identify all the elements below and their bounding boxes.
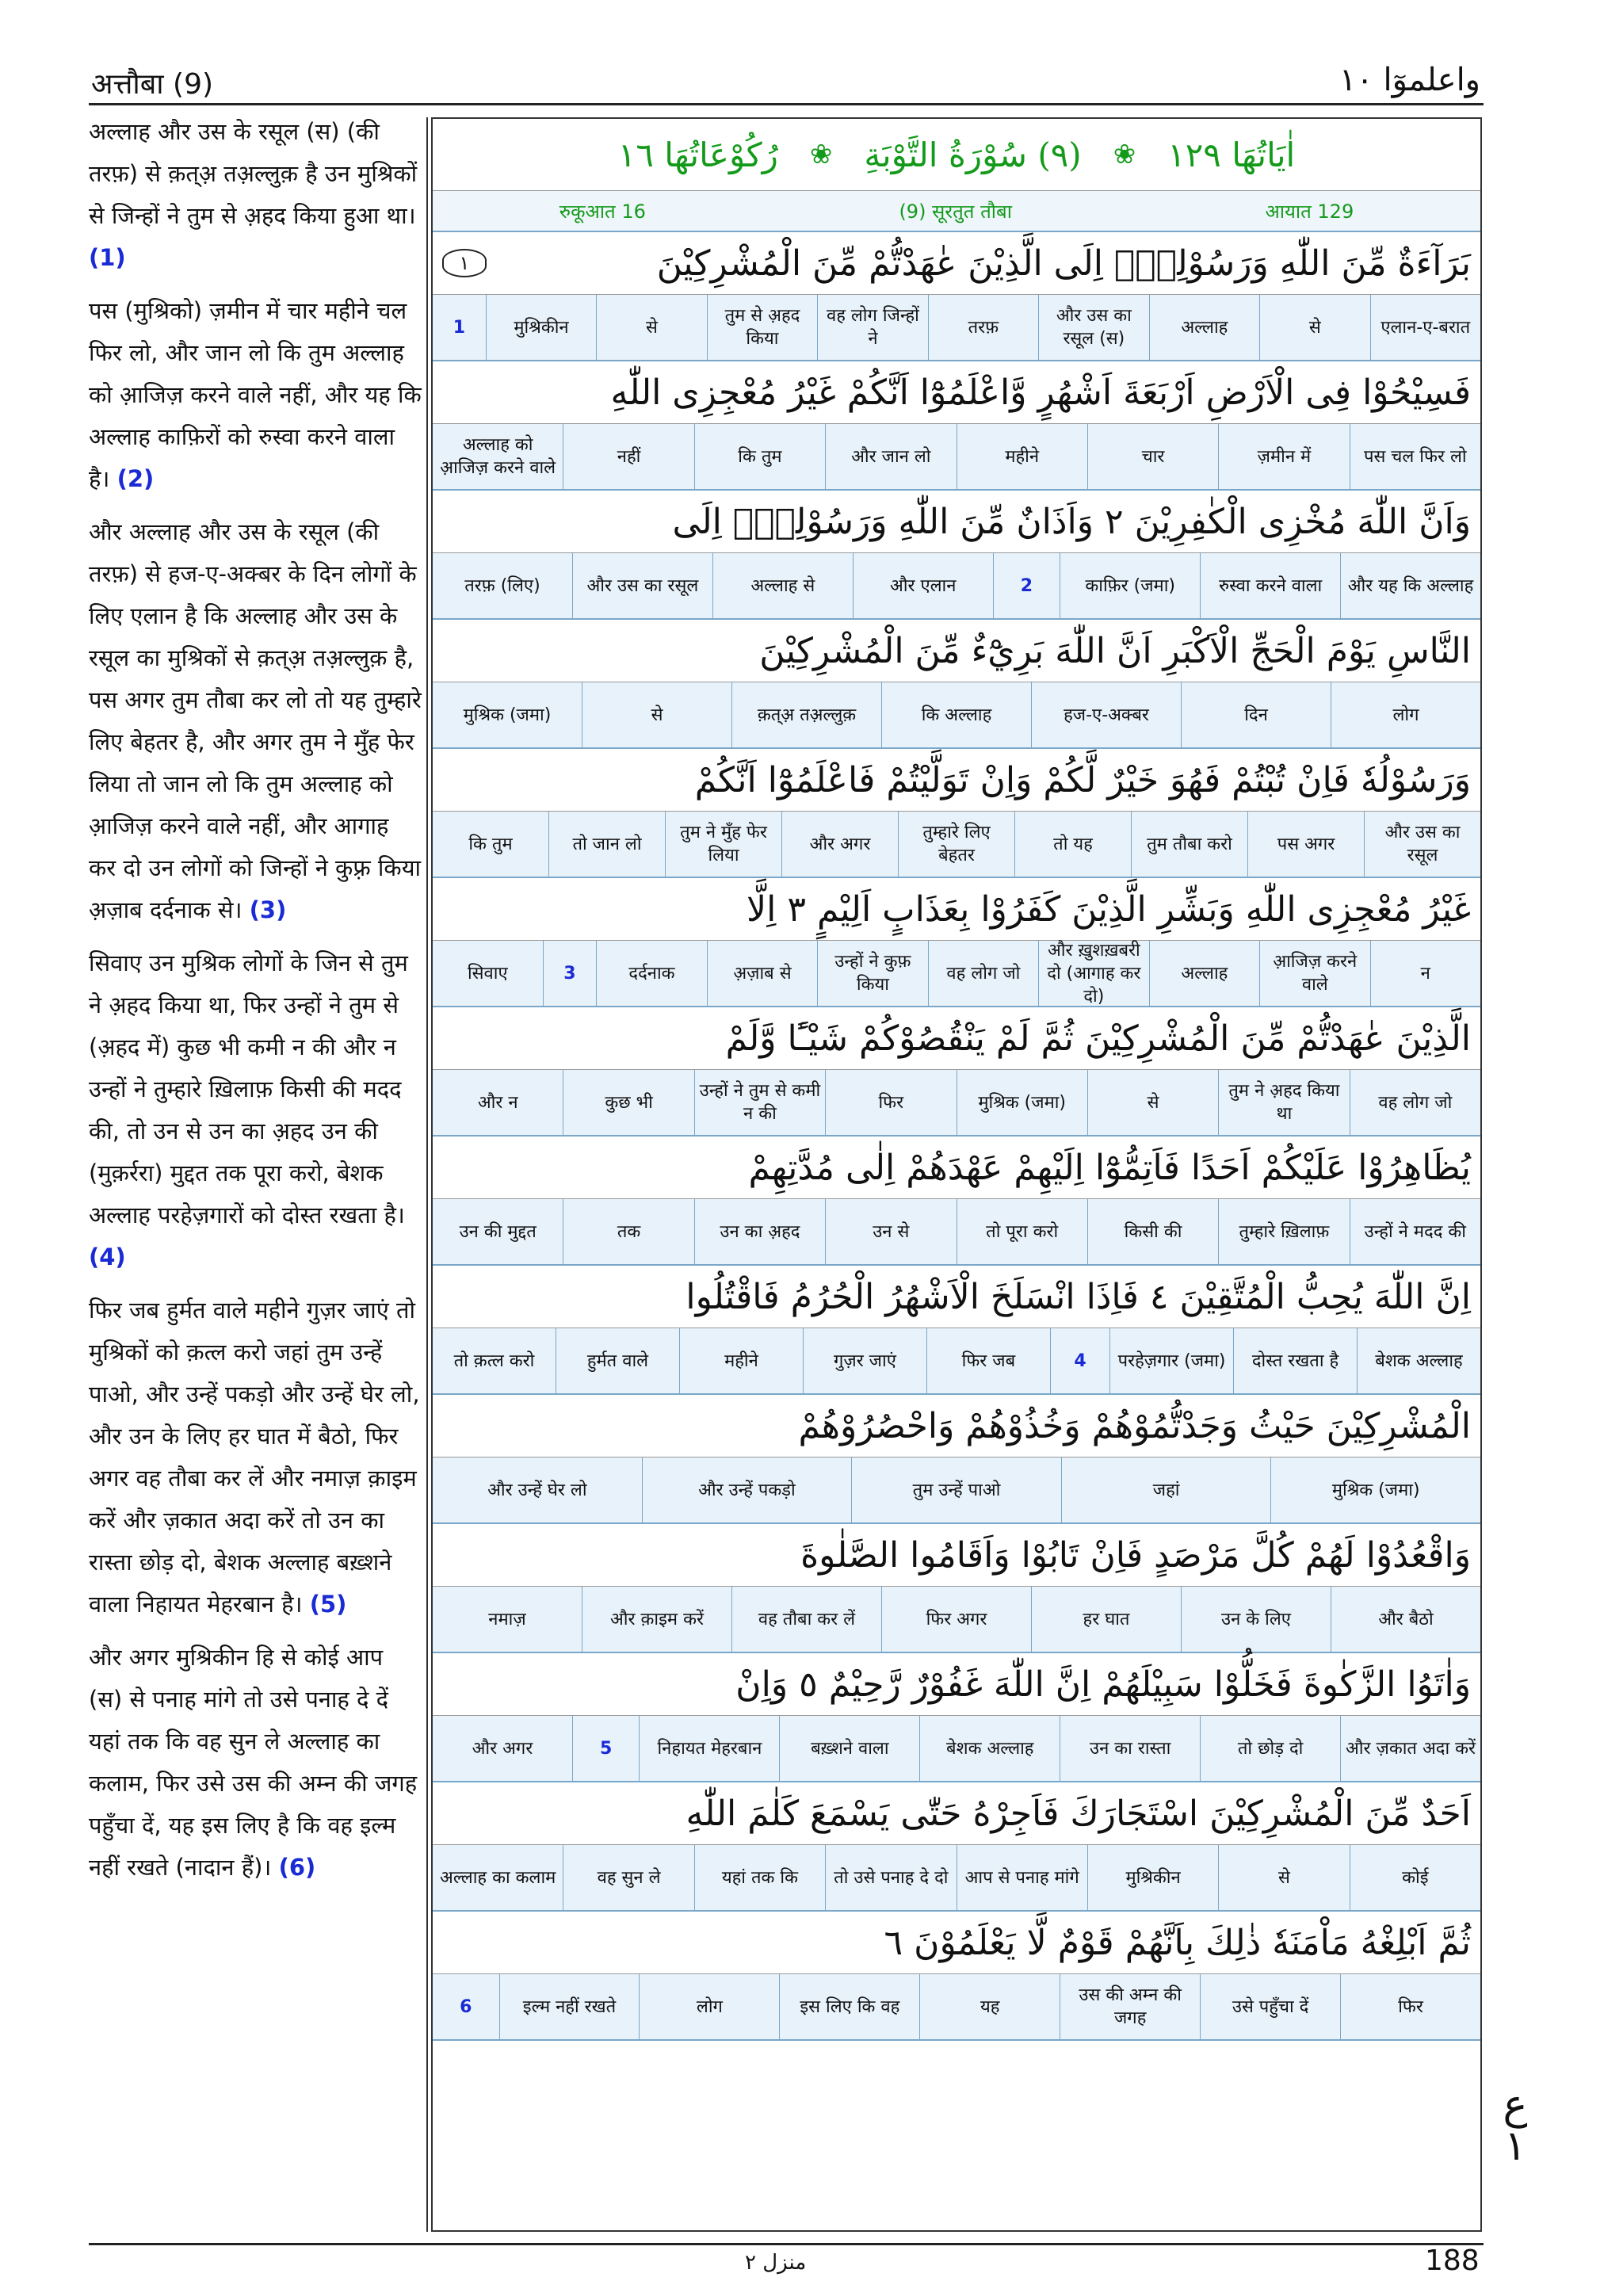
word-meaning-cell: नमाज़ [488,1609,526,1629]
word-meaning-cell: पस चल फिर लो [1350,424,1480,489]
word-meaning-cell: उन के लिए [1181,1587,1331,1652]
arabic-text: الْمُشْرِكِيْنَ حَيْثُ وَجَدْتُّمُوْهُمْ وَخُذُوْهُمْ وَاحْصُرُوْهُمْ [798,1405,1471,1446]
verse-number-cell: 5 [572,1716,640,1781]
word-meaning-cell: और ख़ुशख़बरी दो (आगाह कर दो) [1038,941,1148,1006]
word-meaning-cell: मुश्रिक (जमा) [463,705,552,725]
word-meaning-cell: तो क़त्ल करो [453,1350,535,1371]
arabic-text: ثُمَّ اَبْلِغْهُ مَاْمَنَهٗ ذٰلِكَ بِاَنَّهُمْ قَوْمٌ لَّا يَعْلَمُوْنَ ٦ [884,1922,1471,1963]
word-meaning-cell: महीने [957,424,1087,489]
word-meaning-cell: परहेज़गार (जमा) [1109,1328,1233,1393]
arabic-line [433,1137,1480,1199]
word-meaning-cell: न [1370,941,1480,1006]
word-meaning-cell: जहां [1061,1457,1271,1522]
flower-icon: ❀ [1113,139,1136,170]
verse-number-cell: 4 [1050,1328,1109,1393]
word-meaning-cell: उन का रास्ता [1060,1716,1200,1781]
word-meaning-cell: ज़मीन में [1218,424,1349,489]
word-meaning-cell: उस की अम्न की जगह [1060,1974,1200,2039]
word-meaning-cell: रुस्वा करने वाला [1200,553,1340,618]
word-meaning-cell: से [582,682,731,747]
word-meaning-cell: आप से पनाह मांगे [957,1845,1087,1910]
word-meaning-cell: और अगर [781,812,898,877]
bottom-rule [89,2243,1484,2245]
word-meaning-cell: मुश्रिकीन [486,295,596,360]
arabic-text: وَاٰتَوُا الزَّكٰوةَ فَخَلُّوْا سَبِيْلَهُمْ اِنَّ اللّٰهَ غَفُوْرٌ رَّحِيْمٌ ٥ وَاِنْ [735,1664,1471,1705]
translation-grid-row [433,295,1480,361]
top-rule [89,103,1484,105]
word-meaning-cell: और उन्हें घेर लो [487,1480,587,1500]
verse-number: (3) [249,896,287,923]
word-meaning-cell: अल्लाह [1149,295,1259,360]
arabic-line [433,232,1480,295]
word-meaning-cell: तो छोड़ दो [1200,1716,1340,1781]
word-meaning-cell: और उस का रसूल (स) [1038,295,1148,360]
word-meaning-cell: वह तौबा कर लें [731,1587,881,1652]
word-meaning-cell: और यह कि अल्लाह [1340,553,1480,618]
word-meaning-cell: और अगर [472,1738,533,1759]
word-meaning-cell: कोई [1350,1845,1480,1910]
word-meaning-cell: अल्लाह [1149,941,1259,1006]
arabic-text: اَحَدٌ مِّنَ الْمُشْرِكِيْنَ اسْتَجَارَكَ فَاَجِرْهُ حَتّٰى يَسْمَعَ كَلٰمَ اللّٰهِ [685,1793,1471,1834]
page-number: 188 [1425,2244,1480,2277]
word-meaning-cell: दर्दनाक [596,941,706,1006]
word-by-word-panel [431,117,1482,2232]
arabic-text: غَيْرُ مُعْجِزِى اللّٰهِ وَبَشِّرِ الَّذِيْنَ كَفَرُوْا بِعَذَابٍ اَلِيْمٍ ٣ اِلَّا [747,888,1471,930]
word-meaning-cell: काफ़िर (जमा) [1060,553,1200,618]
word-meaning-cell: फिर [1340,1974,1480,2039]
word-meaning-cell: कुछ भी [563,1070,693,1135]
ruku-mark: ع ١ [1503,2081,1528,2170]
flower-icon: ❀ [809,139,833,170]
page-header-right: واعلموٓا ١٠ [1338,62,1480,98]
translation-grid-row [433,1328,1480,1395]
word-meaning-cell: बेशक अल्लाह [919,1716,1060,1781]
surah-subtitle [433,191,1480,232]
word-meaning-cell: और एलान [853,553,993,618]
surah-name: (٩) سُوْرَةُ التَّوْبَةِ [864,135,1082,174]
translation-grid-row [433,812,1480,878]
word-meaning-cell: उन का अ़हद [694,1199,825,1264]
word-meaning-cell: तुम उन्हें पाओ [851,1457,1061,1522]
word-meaning-cell: और उस का रसूल [572,553,712,618]
word-meaning-cell: तक [563,1199,693,1264]
verse-number: (1) [89,244,126,271]
word-meaning-cell: से [596,295,706,360]
arabic-text: النَّاسِ يَوْمَ الْحَجِّ الْاَكْبَرِ اَنَّ اللّٰهَ بَرِيْٓءٌ مِّنَ الْمُشْرِكِيْنَ [759,630,1471,671]
word-meaning-cell: अल्लाह से [712,553,853,618]
verse-end-marker: ١ [442,249,487,277]
translation-grid-row [433,1845,1480,1912]
page-header-left: अत्तौबा (9) [91,68,214,101]
word-meaning-cell: हज-ए-अक्बर [1031,682,1181,747]
arabic-line [433,491,1480,553]
translation-grid-row [433,1974,1480,2041]
word-meaning-cell: लोग [1331,682,1480,747]
verse-number-cell: 2 [993,553,1060,618]
word-meaning-cell: यहां तक कि [694,1845,825,1910]
manzil-label: منزل ٢ [745,2251,807,2275]
arabic-line [433,1007,1480,1070]
word-meaning-cell: तरफ़ [928,295,1038,360]
word-meaning-cell: निहायत मेहरबान [639,1716,779,1781]
word-meaning-cell: तुम्हारे ख़िलाफ़ [1218,1199,1349,1264]
word-meaning-cell: उन्हों ने मदद की [1350,1199,1480,1264]
ayat-count: اٰيَاتُهَا ١٢٩ [1167,135,1296,174]
arabic-line [433,1782,1480,1845]
verse-rows [433,232,1480,2041]
word-meaning-cell: वह सुन ले [563,1845,693,1910]
arabic-line [433,1524,1480,1587]
arabic-text: اِنَّ اللّٰهَ يُحِبُّ الْمُتَّقِيْنَ ٤ فَاِذَا انْسَلَخَ الْاَشْهُرُ الْحُرُمُ فَاقْتُلُوا [685,1276,1471,1317]
translation-grid-row [433,941,1480,1007]
arabic-text: وَرَسُوْلُهٗ فَاِنْ تُبْتُمْ فَهُوَ خَيْرٌ لَّكُمْ وَاِنْ تَوَلَّيْتُمْ فَاعْلَمُوْٓا اَنَّكُمْ [694,759,1471,800]
arabic-line [433,1395,1480,1457]
translation-column [89,111,422,1900]
translation-grid-row [433,1587,1480,1653]
word-meaning-cell: क़त्अ़ तअ़ल्लुक़ [731,682,881,747]
arabic-line [433,620,1480,682]
word-meaning-cell: तो यह [1014,812,1131,877]
word-meaning-cell: तुम ने अ़हद किया था [1218,1070,1349,1135]
word-meaning-cell: और जान लो [825,424,956,489]
verse-number-cell: 1 [453,317,466,338]
word-meaning-cell: चार [1087,424,1218,489]
word-meaning-cell: से [1259,295,1369,360]
word-meaning-cell: कि तुम [468,834,513,854]
word-meaning-cell: यह [919,1974,1060,2039]
surah-title [433,119,1480,191]
word-meaning-cell: वह लोग जो [928,941,1038,1006]
word-meaning-cell: दिन [1181,682,1331,747]
arabic-text: فَسِيْحُوْا فِى الْاَرْضِ اَرْبَعَةَ اَشْهُرٍ وَّاعْلَمُوْٓا اَنَّكُمْ غَيْرُ مُعْجِزِى اللّٰهِ [610,372,1471,413]
translation-paragraph: सिवाए उन मुश्रिक लोगों के जिन से तुम ने अ़हद किया था, फिर उन्हों ने तुम से (अ़हद में) कुछ भी कमी न की और न उन्हों ने तुम्हारे ख़िलाफ़ किसी की मदद की, तो उन से उन का अ़हद उन की (मुक़र्ररा) मुद्दत तक पूरा करो, बेशक अल्लाह परहेज़गारों को दोस्त रखता है। (4) [89,949,408,1270]
word-meaning-cell: सिवाए [467,963,508,984]
word-meaning-cell: हर घात [1031,1587,1181,1652]
translation-paragraph: फिर जब हुर्मत वाले महीने गुज़र जाएं तो मुश्रिकों को क़त्ल करो जहां तुम उन्हें पाओ, और उन्हें पकड़ो और उन्हें घेर लो, और उन के लिए हर घात में बैठो, फिर अगर वह तौबा कर लें और नमाज़ क़ाइम करें और ज़कात अदा करें तो उन का रास्ता छोड़ दो, बेशक अल्लाह बख़्शने वाला निहायत मेहरबान है। (5) [89,1297,420,1618]
ruku-count: رُكُوْعَاتُهَا ١٦ [617,135,778,174]
translation-grid-row [433,553,1480,620]
translation-grid-row [433,1070,1480,1137]
translation-paragraph: और अल्लाह और उस के रसूल (की तरफ़) से हज-ए-अक्बर के दिन लोगों के लिए एलान है कि अल्लाह और उस के रसूल का मुश्रिकों से क़त्अ़ तअ़ल्लुक़ है, पस अगर तुम तौबा कर लो तो यह तुम्हारे लिए बेहतर है, और अगर तुम ने मुँह फेर लिया तो जान लो कि तुम अल्लाह को आ़जिज़ करने वाले नहीं, और आगाह कर दो उन लोगों को जिन्हों ने कुफ़्र किया अ़ज़ाब दर्दनाक से। (3) [89,518,422,923]
word-meaning-cell: उन से [825,1199,956,1264]
arabic-text: الَّذِيْنَ عٰهَدْتُّمْ مِّنَ الْمُشْرِكِيْنَ ثُمَّ لَمْ يَنْقُصُوْكُمْ شَيْـًٔا وَّلَمْ [725,1018,1471,1059]
verse-number: (5) [309,1591,347,1618]
word-meaning-cell: और न [477,1092,518,1113]
word-meaning-cell: और ज़कात अदा करें [1340,1716,1480,1781]
word-meaning-cell: फिर [825,1070,956,1135]
word-meaning-cell: और बैठो [1331,1587,1480,1652]
word-meaning-cell: मुश्रिकीन [1087,1845,1218,1910]
word-meaning-cell: बख़्शने वाला [779,1716,919,1781]
verse-number-cell: 3 [543,941,597,1006]
word-meaning-cell: तरफ़ (लिए) [464,575,540,596]
arabic-line [433,1912,1480,1974]
word-meaning-cell: कि तुम [694,424,825,489]
translation-paragraph: पस (मुश्रिको) ज़मीन में चार महीने चल फिर लो, और जान लो कि तुम अल्लाह को आ़जिज़ करने वाले नहीं, और यह कि अल्लाह काफ़िरों को रुस्वा करने वाला है। (2) [89,297,422,492]
translation-paragraph: अल्लाह और उस के रसूल (स) (की तरफ़) से क़त्अ़ तअ़ल्लुक़ है उन मुश्रिकों से जिन्हों ने तुम से अ़हद किया हुआ था। (1) [89,118,418,271]
arabic-line [433,1653,1480,1716]
word-meaning-cell: तो जान लो [548,812,665,877]
word-meaning-cell: फिर अगर [881,1587,1031,1652]
translation-paragraph: और अगर मुश्रिकीन हि से कोई आप (स) से पनाह मांगे तो उसे पनाह दे दें यहां तक कि वह सुन ले अल्लाह का कलाम, फिर उसे उस की अम्न की जगह पहुँचा दें, यह इस लिए है कि वह इल्म नहीं रखते (नादान हैं)। (6) [89,1644,418,1881]
translation-grid-row [433,1457,1480,1524]
arabic-line [433,749,1480,812]
word-meaning-cell: तुम्हारे लिए बेहतर [898,812,1014,877]
word-meaning-cell: गुज़र जाएं [803,1328,926,1393]
word-meaning-cell: उसे पहुँचा दें [1200,1974,1340,2039]
word-meaning-cell: फिर जब [926,1328,1050,1393]
arabic-line [433,878,1480,941]
word-meaning-cell: उन्हों ने कुफ़ किया [817,941,927,1006]
verse-number: (2) [116,465,155,492]
word-meaning-cell: तुम ने मुँह फेर लिया [665,812,781,877]
arabic-text: وَاَنَّ اللّٰهَ مُخْزِى الْكٰفِرِيْنَ ٢ وَاَذَانٌ مِّنَ اللّٰهِ وَرَسُوْلِهٖٓ اِلَى [672,501,1471,542]
word-meaning-cell: अ़ज़ाब से [707,941,817,1006]
word-meaning-cell: महीने [679,1328,803,1393]
verse-number: (4) [89,1244,126,1270]
word-meaning-cell: अल्लाह का कलाम [440,1867,556,1888]
arabic-text: يُظَاهِرُوْا عَلَيْكُمْ اَحَدًا فَاَتِمُّوْٓا اِلَيْهِمْ عَهْدَهُمْ اِلٰى مُدَّتِهِمْ [748,1147,1471,1188]
arabic-text: وَاقْعُدُوْا لَهُمْ كُلَّ مَرْصَدٍ فَاِنْ تَابُوْا وَاَقَامُوا الصَّلٰوةَ [800,1534,1471,1576]
arabic-text: بَرَآءَةٌ مِّنَ اللّٰهِ وَرَسُوْلِهٖٓ اِلَى الَّذِيْنَ عٰهَدْتُّمْ مِّنَ الْمُشْرِكِيْنَ [656,243,1471,284]
verse-number: (6) [278,1854,316,1881]
word-meaning-cell: और उन्हें पकड़ो [642,1457,852,1522]
word-meaning-cell: तो उसे पनाह दे दो [825,1845,956,1910]
word-meaning-cell: और उस का रसूल [1364,812,1480,877]
word-meaning-cell: मुश्रिक (जमा) [1270,1457,1480,1522]
word-meaning-cell: इल्म नहीं रखते [499,1974,640,2039]
word-meaning-cell: वह लोग जिन्हों ने [817,295,927,360]
word-meaning-cell: दोस्त रखता है [1233,1328,1357,1393]
word-meaning-cell: हुर्मत वाले [556,1328,679,1393]
word-meaning-cell: से [1087,1070,1218,1135]
word-meaning-cell: तुम तौबा करो [1131,812,1247,877]
word-meaning-cell: तो पूरा करो [957,1199,1087,1264]
word-meaning-cell: नहीं [563,424,693,489]
word-meaning-cell: बेशक अल्लाह [1357,1328,1480,1393]
verse-number-cell: 6 [460,1996,472,2017]
translation-grid-row [433,682,1480,749]
word-meaning-cell: उन की मुद्दत [459,1221,537,1242]
word-meaning-cell: तुम से अ़हद किया [707,295,817,360]
word-meaning-cell: एलान-ए-बरात [1370,295,1480,360]
word-meaning-cell: लोग [639,1974,779,2039]
surah-label: (9) सूरतुत तौबा [899,200,1012,223]
word-meaning-cell: पस अगर [1247,812,1364,877]
word-meaning-cell: किसी की [1087,1199,1218,1264]
ayat-label: आयात 129 [1265,200,1354,223]
word-meaning-cell: उन्हों ने तुम से कमी न की [694,1070,825,1135]
arabic-line [433,1266,1480,1328]
word-meaning-cell: अल्लाह को आ़जिज़ करने वाले [440,435,556,478]
translation-grid-row [433,424,1480,491]
word-meaning-cell: वह लोग जो [1350,1070,1480,1135]
word-meaning-cell: मुश्रिक (जमा) [957,1070,1087,1135]
translation-grid-row [433,1199,1480,1266]
rukuat-label: रुकूआत 16 [559,200,646,223]
column-divider [426,117,428,2232]
word-meaning-cell: और क़ाइम करें [582,1587,731,1652]
word-meaning-cell: कि अल्लाह [881,682,1031,747]
word-meaning-cell: से [1218,1845,1349,1910]
arabic-line [433,361,1480,424]
translation-grid-row [433,1716,1480,1782]
word-meaning-cell: इस लिए कि वह [779,1974,919,2039]
word-meaning-cell: आ़जिज़ करने वाले [1259,941,1369,1006]
